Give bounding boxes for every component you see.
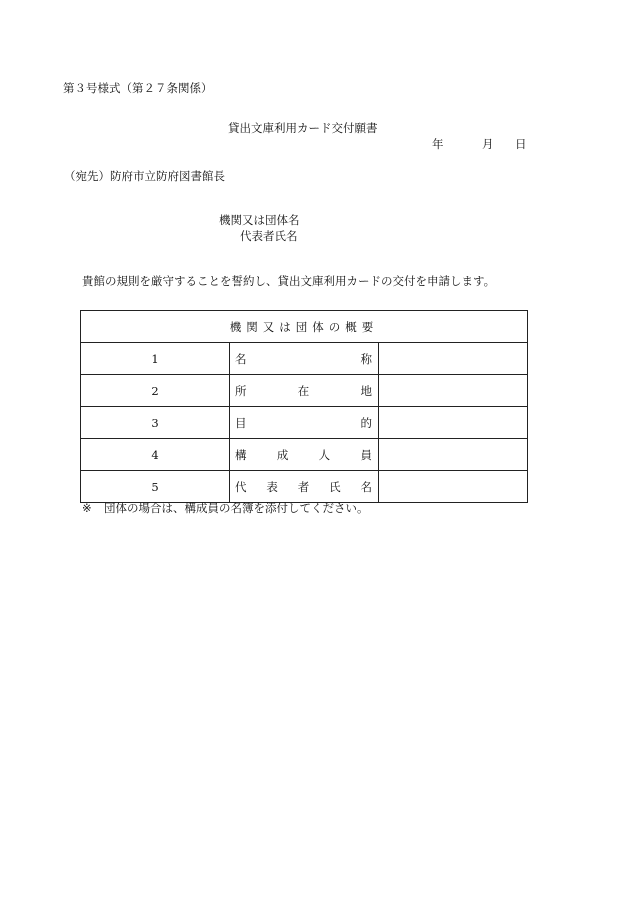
representative-name-label: 代表者氏名 [240,229,298,243]
table-row [81,407,528,439]
row-label [230,471,379,503]
table-header: 機関又は団体の概要 [81,311,528,343]
label-char: 表 [266,479,278,494]
members-value-field[interactable] [379,439,528,471]
row-label [230,375,379,407]
date-day-label: 日 [515,137,527,151]
row-number: 3 [81,407,230,439]
label-char: 称 [360,351,372,366]
label-char: 名 [235,351,247,366]
document-title: 貸出文庫利用カード交付願書 [228,121,378,135]
label-char: 的 [360,415,372,430]
address-value-field[interactable] [379,375,528,407]
addressee: （宛先）防府市立防府図書館長 [64,169,225,183]
form-number: 第３号様式（第２７条関係） [63,81,213,95]
row-number: 5 [81,471,230,503]
date-year-label: 年 [432,137,444,151]
label-char: 構 [235,447,247,462]
date-month-label: 月 [482,137,494,151]
label-char: 名 [360,479,372,494]
row-label [230,439,379,471]
table-row [81,375,528,407]
pledge-text: 貴館の規則を厳守することを誓約し、貸出文庫利用カードの交付を申請します。 [82,274,496,288]
org-name-label: 機関又は団体名 [219,213,300,227]
label-char: 在 [297,383,310,398]
label-char: 人 [318,447,331,462]
label-char: 成 [276,447,289,462]
label-char: 所 [235,383,247,398]
purpose-value-field[interactable] [379,407,528,439]
reference-mark-icon: ※ [82,501,92,515]
footnote-text: 団体の場合は、構成員の名簿を添付してください。 [104,501,369,515]
table-row [81,471,528,503]
row-label [230,343,379,375]
table-row [81,439,528,471]
representative-value-field[interactable] [379,471,528,503]
footnote [82,500,369,516]
label-char: 氏 [329,479,341,494]
row-label [230,407,379,439]
row-number: 1 [81,343,230,375]
name-value-field[interactable] [379,343,528,375]
table-row [81,343,528,375]
label-char: 地 [360,383,372,398]
label-char: 員 [360,447,372,462]
label-char: 者 [297,479,310,494]
row-number: 2 [81,375,230,407]
label-char: 代 [235,479,247,494]
label-char: 目 [235,415,247,430]
row-number: 4 [81,439,230,471]
date-line [432,136,527,152]
overview-table [80,310,528,503]
